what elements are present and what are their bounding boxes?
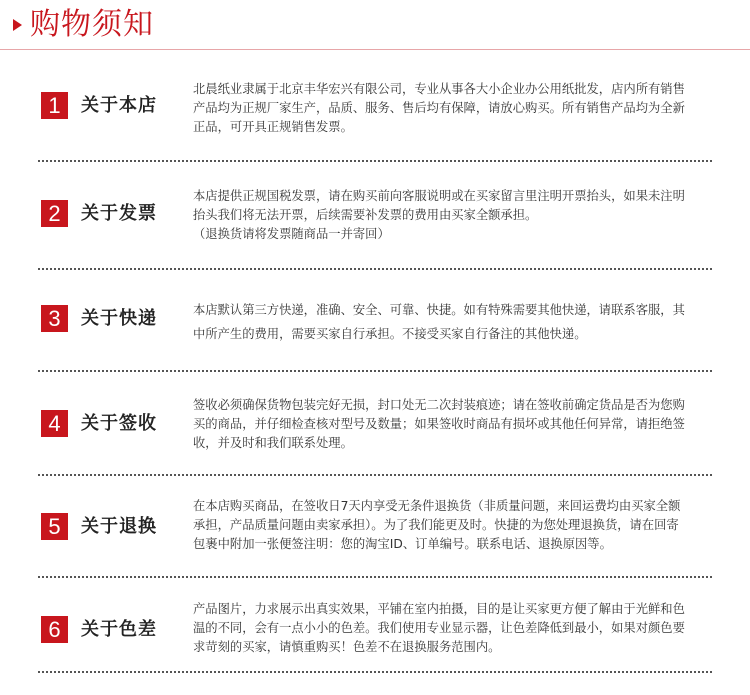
section-title: 关于快递: [81, 308, 157, 329]
dotted-divider: [38, 268, 712, 270]
section-title: 关于签收: [81, 413, 157, 434]
section-text: 产品图片，力求展示出真实效果，平铺在室内拍摄，目的是让买家更方便了解由于光鲜和色 温的不同，会有一点小小的色差。我们使用专业显示器，让色差降低到最小，如果对颜色要 求苛刻的买家，请慎重购买！色差不在退换服务范围内。: [193, 602, 685, 654]
header-divider: [0, 49, 750, 50]
section-title: 关于发票: [81, 203, 157, 224]
dotted-divider: [38, 160, 712, 162]
section-number-badge: 1: [41, 92, 68, 119]
section-title: 关于退换: [81, 516, 157, 537]
dotted-divider: [38, 370, 712, 372]
section-number-badge: 4: [41, 410, 68, 437]
section-text: 北晨纸业隶属于北京丰华宏兴有限公司，专业从事各大小企业办公用纸批发，店内所有销售 产品均为正规厂家生产，品质、服务、售后均有保障，请放心购买。所有销售产品均为全新 正品，可开具正规销售发票。: [193, 82, 685, 134]
page-header: [0, 0, 750, 52]
section-number-badge: 2: [41, 200, 68, 227]
section-number-badge: 6: [41, 616, 68, 643]
triangle-arrow-icon: [13, 19, 22, 31]
page-title: 购物须知: [30, 7, 154, 42]
section-text: 本店默认第三方快递，准确、安全、可靠、快捷。如有特殊需要其他快递，请联系客服，其 中所产生的费用，需要买家自行承担。不接受买家自行备注的其他快递。: [193, 303, 685, 341]
dotted-divider: [38, 474, 712, 476]
dotted-divider: [38, 671, 712, 673]
section-text: 签收必须确保货物包装完好无损，封口处无二次封装痕迹；请在签收前确定货品是否为您购 买的商品，并仔细检查核对型号及数量；如果签收时商品有损坏或其他任何异常，请拒绝签 收，并及时和我们联系处理。: [193, 398, 685, 450]
dotted-divider: [38, 576, 712, 578]
section-number-badge: 3: [41, 305, 68, 332]
section-text: 本店提供正规国税发票，请在购买前向客服说明或在买家留言里注明开票抬头，如果未注明 抬头我们将无法开票，后续需要补发票的费用由买家全额承担。 （退换货请将发票随商品一并寄回）: [193, 189, 685, 241]
section-number-badge: 5: [41, 513, 68, 540]
section-title: 关于色差: [81, 619, 157, 640]
section-text: 在本店购买商品，在签收日7天内享受无条件退换货（非质量问题，来回运费均由买家全额 承担，产品质量问题由卖家承担）。为了我们能更及时。快捷的为您处理退换货，请在回寄 包裹中附加一张便签注明：您的淘宝ID、订单编号。联系电话、退换原因等。: [193, 499, 681, 551]
section-title: 关于本店: [81, 95, 157, 116]
